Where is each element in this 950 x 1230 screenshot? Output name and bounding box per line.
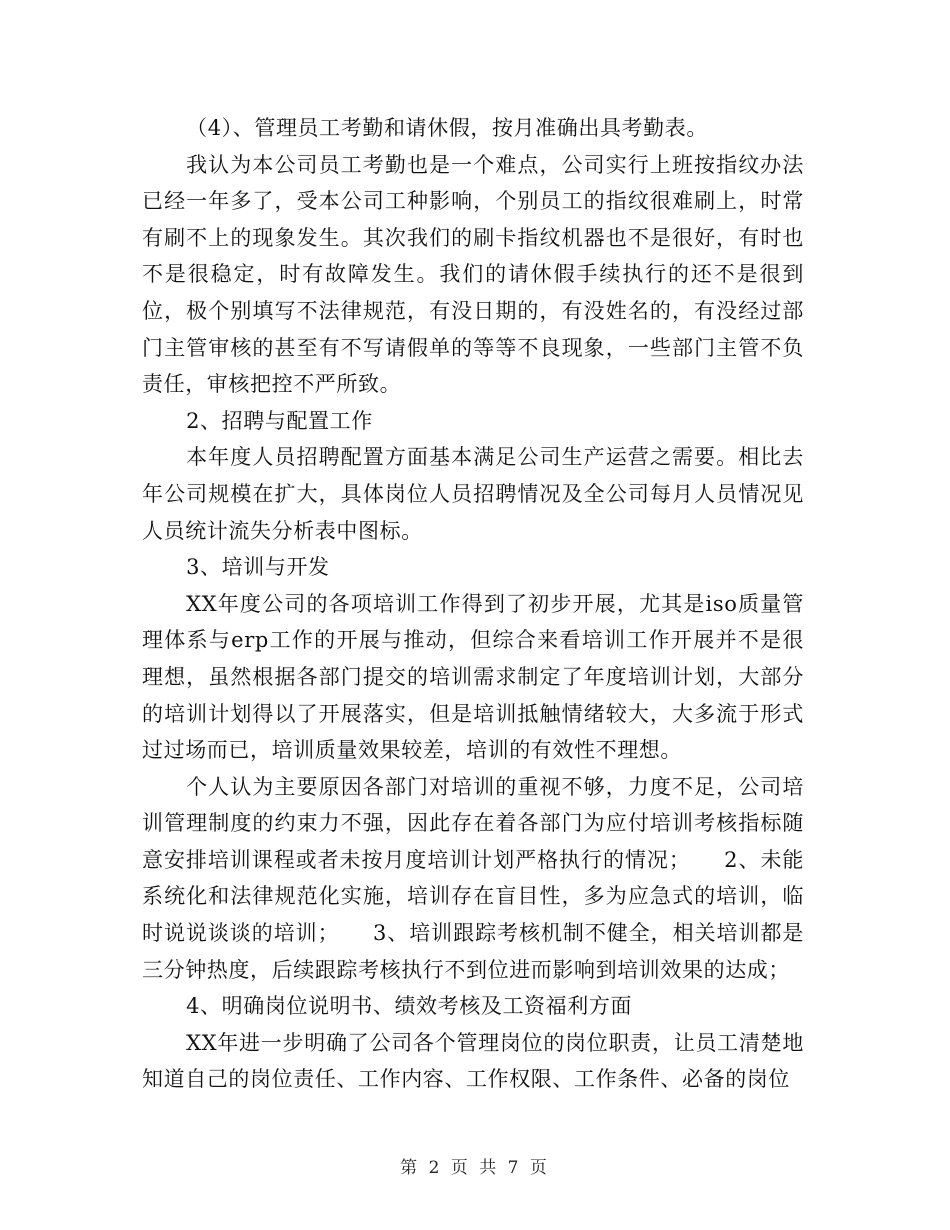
heading-training: 3、培训与开发 [186, 555, 330, 580]
paragraph-attendance-analysis: 我认为本公司员工考勤也是一个难点，公司实行上班按指纹办法已经一年多了，受本公司工种影响，个别员工的指纹很难刷上，时常有刷不上的现象发生。其次我们的刷卡指纹机器也不是很好，有时也不是很稳定，时有故障发生。我们的请休假手续执行的还不是很到位，极个别填写不法律规范，有没日期的，有没姓名的，有没经过部门主管审核的甚至有不写请假单的等等不良现象，一些部门主管不负责任，审核把控不严所致。 [142, 152, 804, 397]
paragraph-training-causes: 个人认为主要原因各部门对培训的重视不够，力度不足，公司培训管理制度的约束力不强，因此存在着各部门为应付培训考核指标随意安排培训课程或者未按月度培训计划严格执行的情况； 2、未能系统化和法律规范化实施，培训存在盲目性，多为应急式的培训，临时说说谈谈的培训； 3、培训跟踪考核机制不健全，相关培训都是三分钟热度，后续跟踪考核执行不到位进而影响到培训效果的达成； [142, 774, 804, 982]
paragraph-job-description: XX年进一步明确了公司各个管理岗位的岗位职责，让员工清楚地知道自己的岗位责任、工作内容、工作权限、工作条件、必备的岗位 [142, 1030, 804, 1092]
heading-job-description: 4、明确岗位说明书、绩效考核及工资福利方面 [186, 994, 633, 1019]
page-number: 第 2 页 共 7 页 [400, 1158, 550, 1178]
paragraph-recruitment: 本年度人员招聘配置方面基本满足公司生产运营之需要。相比去年公司规模在扩大，具体岗位人员招聘情况及全公司每月人员情况见人员统计流失分析表中图标。 [142, 445, 804, 543]
document-body [142, 110, 804, 1098]
paragraph-attendance-item: （4）、管理员工考勤和请休假，按月准确出具考勤表。 [186, 116, 708, 140]
paragraph-training: XX年度公司的各项培训工作得到了初步开展，尤其是iso质量管理体系与erp工作的开展与推动，但综合来看培训工作开展并不是很理想，虽然根据各部门提交的培训需求制定了年度培训计划，大部分的培训计划得以了开展落实，但是培训抵触情绪较大，大多流于形式过过场而已，培训质量效果较差，培训的有效性不理想。 [142, 591, 804, 763]
heading-recruitment: 2、招聘与配置工作 [186, 408, 373, 433]
